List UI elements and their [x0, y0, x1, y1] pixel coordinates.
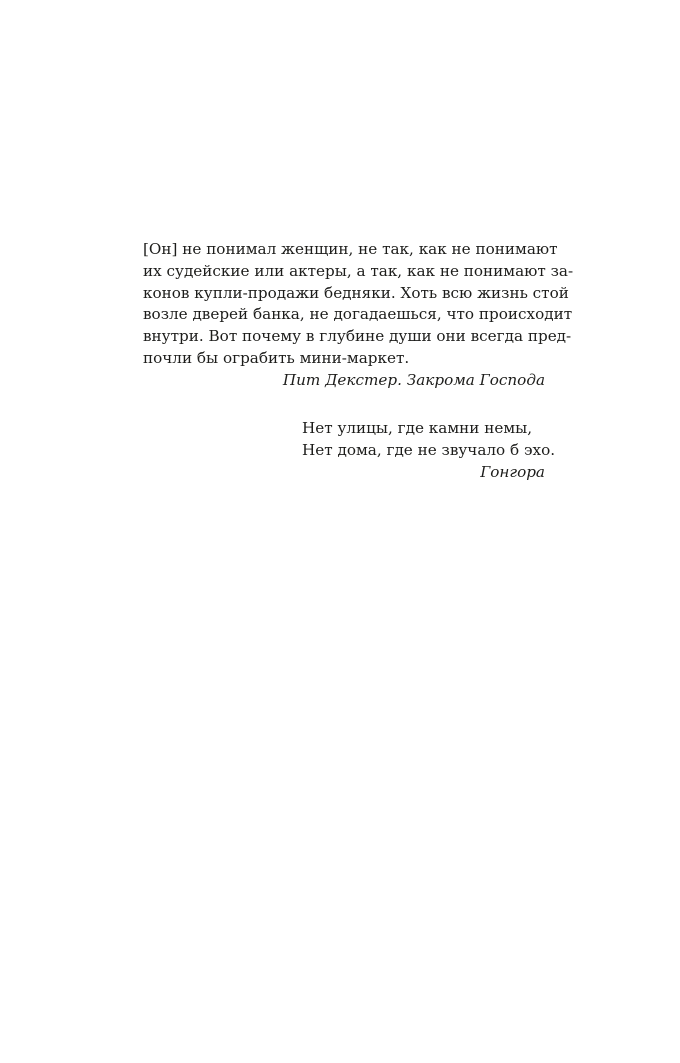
epigraph-attribution: Пит Декстер. Закрома Господа	[282, 370, 545, 389]
prose-epigraph	[143, 239, 574, 392]
verse-attribution: Гонгора	[480, 462, 545, 481]
epigraph-line: [Он] не понимал женщин, не так, как не понимают	[143, 240, 558, 258]
verse-epigraph	[302, 418, 556, 483]
epigraph-line: возле дверей банка, не догадаешься, что происходит	[143, 305, 573, 324]
epigraph-line: внутри. Вот почему в глубине души они всегда пред-	[143, 327, 572, 346]
epigraph-line: их судейские или актеры, а так, как не понимают за-	[143, 261, 574, 280]
verse-line: Нет дома, где не звучало б эхо.	[302, 440, 556, 459]
verse-line: Нет улицы, где камни немы,	[302, 419, 533, 437]
epigraph-line: конов купли-продажи бедняки. Хоть всю жизнь стой	[143, 283, 569, 302]
epigraph-line: почли бы ограбить мини-маркет.	[143, 348, 410, 367]
